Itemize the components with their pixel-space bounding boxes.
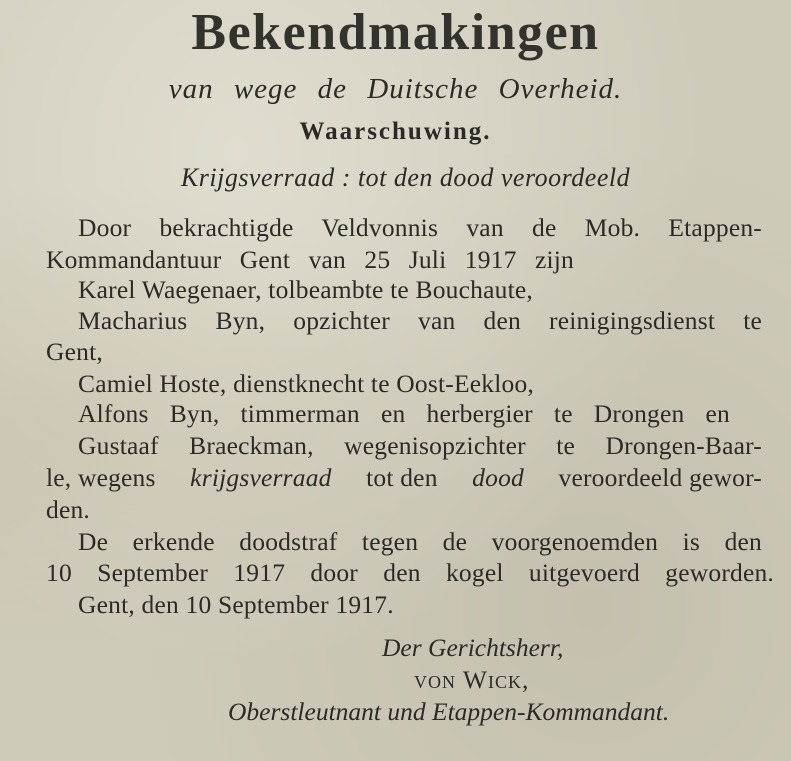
signature-rank: Oberstleutnant und Etappen-Kommandant. xyxy=(228,697,670,726)
body-line-8: Gustaaf Braeckman, wegenisopzichter te Drongen-Baar- xyxy=(78,431,762,460)
headline: Bekendmakingen xyxy=(191,4,600,61)
emphasis-dood: dood xyxy=(472,463,524,492)
body-line-4: Macharius Byn, opzichter van den reinigingsdienst te xyxy=(78,306,762,335)
emphasis-krijgsverraad: krijgsverraad xyxy=(190,463,332,492)
body-line-9 xyxy=(46,462,762,494)
body-line-9-part-e: veroordeeld gewor- xyxy=(558,463,762,492)
body-line-5: Gent, xyxy=(46,337,103,366)
body-line-9-part-a: le, wegens xyxy=(46,463,156,492)
subheading: van wege de Duitsche Overheid. xyxy=(168,73,623,105)
body-line-7: Alfons Byn, timmerman en herbergier te Drongen en xyxy=(78,399,730,428)
body-line-3: Karel Waegenaer, tolbeambte te Bouchaute, xyxy=(78,275,533,304)
body-line-6: Camiel Hoste, dienstknecht te Oost-Eekloo, xyxy=(78,369,534,398)
body-line-10: den. xyxy=(46,495,90,524)
body-line-11: De erkende doodstraf tegen de voorgenoemden is den xyxy=(78,527,762,556)
body-line-2: Kommandantuur Gent van 25 Juli 1917 zijn xyxy=(46,245,574,274)
notice-title: Waarschuwing. xyxy=(299,118,492,145)
signature-title: Der Gerichtsherr, xyxy=(382,633,564,662)
body-line-12: 10 September 1917 door den kogel uitgevoerd geworden. xyxy=(46,558,774,587)
signature-name: von Wick, xyxy=(414,665,530,694)
body-line-9-part-c: tot den xyxy=(366,463,438,492)
dateline: Gent, den 10 September 1917. xyxy=(78,590,394,619)
verdict-line: Krijgsverraad : tot den dood veroordeeld xyxy=(180,163,631,192)
body-line-1: Door bekrachtigde Veldvonnis van de Mob. Etappen- xyxy=(78,213,762,242)
